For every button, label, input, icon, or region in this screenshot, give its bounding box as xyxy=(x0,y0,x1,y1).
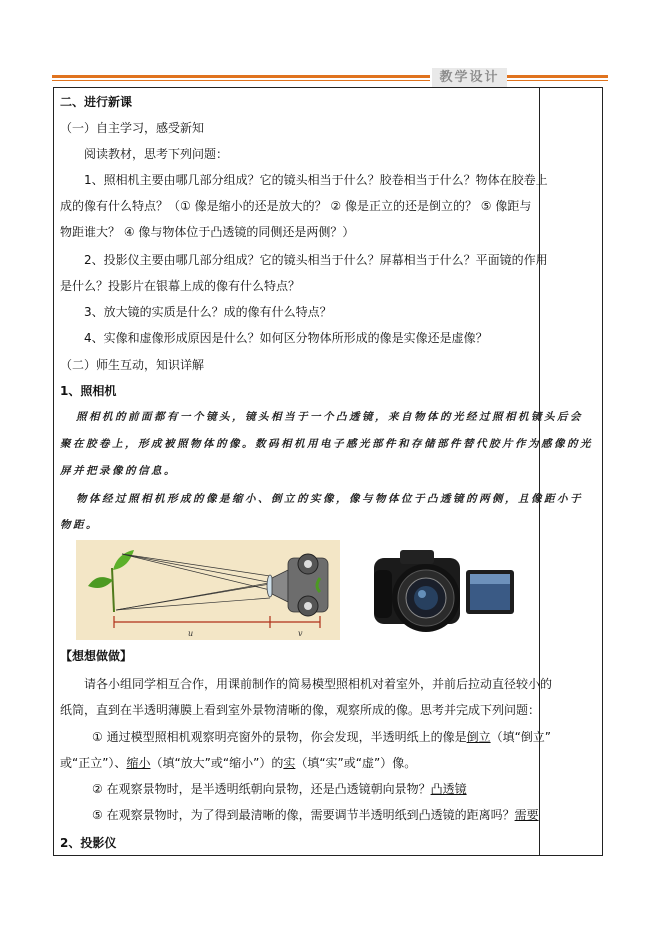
object-distance-label: u xyxy=(188,629,194,638)
header-rule-left xyxy=(52,75,430,78)
dslr-camera-photo xyxy=(370,548,516,640)
question-2-line-1: 2、投影仪主要由哪几部分组成？它的镜头相当于什么？屏幕相当于什么？平面镜的作用 xyxy=(84,253,548,267)
answer-1-prompt: ① 通过模型照相机观察明亮窗外的景物，你会发现，半透明纸上的像是 xyxy=(92,730,467,744)
answer-2-prompt: ② 在观察景物时，是半透明纸朝向景物，还是凸透镜朝向景物？ xyxy=(92,782,431,796)
camera-heading: 1、照相机 xyxy=(60,384,117,398)
camera-paragraph-2-line-2: 物距。 xyxy=(60,519,99,531)
part2-heading: （二）师生互动，知识详解 xyxy=(60,358,205,372)
question-1-line-3: 物距谁大？ ④ 像与物体位于凸透镜的同侧还是两侧？） xyxy=(60,225,355,239)
answer-2-value: 凸透镜 xyxy=(430,782,467,796)
question-1-line-1: 1、照相机主要由哪几部分组成？它的镜头相当于什么？胶卷相当于什么？物体在胶卷上 xyxy=(84,173,548,187)
answer-1-line-1 xyxy=(92,729,551,745)
camera-paragraph-1-line-2: 聚在胶卷上，形成被照物体的像。数码相机用电子感光部件和存储部件替代胶片作为感像的光 xyxy=(60,438,593,450)
camera-paragraph-1-line-3: 屏并把录像的信息。 xyxy=(60,465,177,477)
section-title: 二、进行新课 xyxy=(60,95,133,109)
question-3: 3、放大镜的实质是什么？成的像有什么特点？ xyxy=(84,305,332,319)
header-rule-left-thin xyxy=(52,80,430,81)
image-distance-label: v xyxy=(298,629,303,638)
answer-3-prompt: ⑤ 在观察景物时，为了得到最清晰的像，需要调节半透明纸到凸透镜的距离吗？ xyxy=(92,808,515,822)
camera-paragraph-2-line-1: 物体经过照相机形成的像是缩小、倒立的实像，像与物体位于凸透镜的两侧，且像距小于 xyxy=(76,493,583,505)
question-2-line-2: 是什么？投影片在银幕上成的像有什么特点？ xyxy=(60,279,301,293)
answer-1-prompt-2: 或“正立”）、 xyxy=(60,756,127,770)
answer-3 xyxy=(92,807,539,823)
question-1-line-2: 成的像有什么特点？（① 像是缩小的还是放大的？ ② 像是正立的还是倒立的？ ⑤ 像距与 xyxy=(60,199,532,213)
think-heading: 【想想做做】 xyxy=(60,649,133,663)
answer-1-hint: （填“倒立” xyxy=(490,730,552,744)
intro-text: 阅读教材，思考下列问题： xyxy=(84,147,229,161)
answer-2 xyxy=(92,781,467,797)
answer-1-orientation: 倒立 xyxy=(466,730,491,744)
part1-heading: （一）自主学习，感受新知 xyxy=(60,121,205,135)
answer-1-line-2 xyxy=(60,755,416,771)
think-line-2: 纸筒，直到在半透明薄膜上看到室外景物清晰的像，观察所成的像。思考并完成下列问题： xyxy=(60,703,541,717)
answer-1-hint-3: （填“实”或“虚”）像。 xyxy=(295,756,417,770)
header-tag: 教学设计 xyxy=(432,68,507,87)
header-rule-right-thin xyxy=(507,80,608,81)
camera-paragraph-1-line-1: 照相机的前面都有一个镜头，镜头相当于一个凸透镜，来自物体的光经过照相机镜头后会 xyxy=(76,411,583,423)
camera-optics-diagram xyxy=(76,540,340,640)
question-4: 4、实像和虚像形成原因是什么？如何区分物体所形成的像是实像还是虚像？ xyxy=(84,331,488,345)
answer-1-hint-2: （填“放大”或“缩小”）的 xyxy=(150,756,284,770)
projector-heading: 2、投影仪 xyxy=(60,836,117,850)
header-rule-right xyxy=(507,75,608,78)
think-line-1: 请各小组同学相互合作，用课前制作的简易模型照相机对着室外，并前后拉动直径较小的 xyxy=(84,677,553,691)
answer-1-type: 实 xyxy=(283,756,296,770)
answer-1-size: 缩小 xyxy=(126,756,151,770)
answer-3-value: 需要 xyxy=(514,808,539,822)
